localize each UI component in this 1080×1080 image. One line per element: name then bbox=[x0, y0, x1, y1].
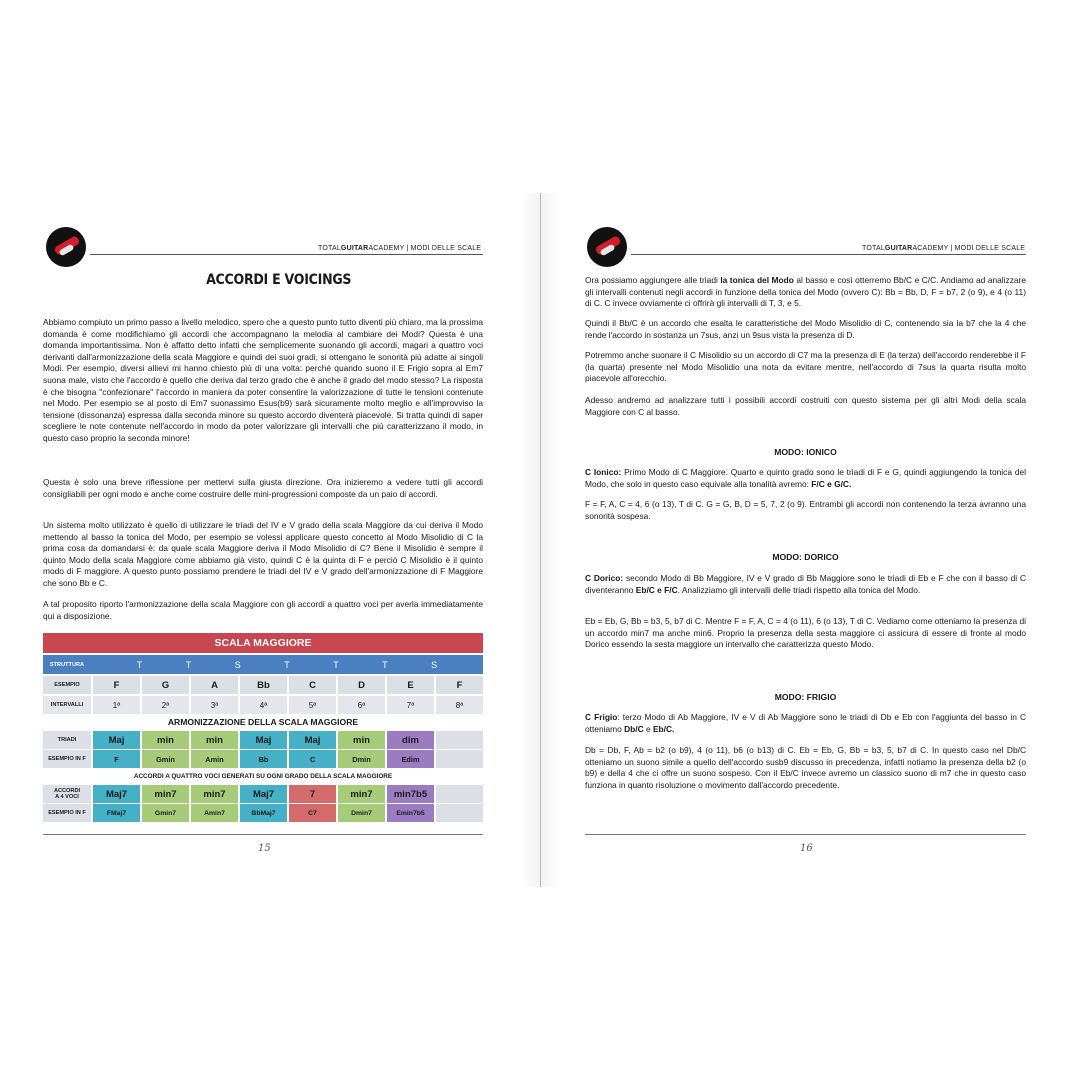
table-row bbox=[43, 655, 483, 674]
page-shadow-left bbox=[520, 193, 540, 887]
chord-example-cell: Amin7 bbox=[191, 804, 238, 822]
step: T bbox=[136, 659, 143, 670]
interval-cell: 8ª bbox=[436, 696, 483, 714]
section-heading-frigio: MODO: FRIGIO bbox=[774, 692, 837, 702]
running-header: TOTALGUITARACADEMY | MODI DELLE SCALE bbox=[862, 245, 1026, 252]
note-cell: A bbox=[191, 676, 238, 694]
chord-example-cell: Dmin7 bbox=[338, 804, 385, 822]
paragraph-3: Potremmo anche suonare il C Misolidio su un accordo di C7 ma la presenza di E (la terza) dell'accordo renderebbe il F (la quarta) presente nel Modo Misolidio una nota da evitare mentre, nell'accordo di 7sus la quarta risulta molto piacevole all'orecchio. bbox=[585, 350, 1026, 384]
page-shadow-right bbox=[541, 193, 561, 887]
row-label: ESEMPIO IN F bbox=[43, 804, 91, 822]
triad-example-cell: C bbox=[289, 750, 336, 768]
footer-rule bbox=[585, 834, 1026, 835]
paragraph-2: Questa è solo una breve riflessione per mettervi sulla giusta direzione. Ora inizieremo a vedere tutti gli accordi consigliabili per ogni modo e anche come costruire delle mini-progressioni composte da un paio di accordi. bbox=[43, 477, 483, 499]
harmonization-title: ARMONIZZAZIONE DELLA SCALA MAGGIORE bbox=[167, 717, 359, 727]
section-heading-ionico: MODO: IONICO bbox=[774, 447, 837, 457]
section-heading-dorico: MODO: DORICO bbox=[772, 552, 839, 562]
triad-example-cell: Edim bbox=[387, 750, 434, 768]
chord-cell: Maj7 bbox=[240, 785, 287, 803]
note-cell: F bbox=[436, 676, 483, 694]
paragraph-1: Ora possiamo aggiungere alle triadi la tonica del Modo al basso e così otterremo Bb/C e C/C. Andiamo ad analizzare gli intervalli contenuti negli accordi in funzione della tonica del Modo (ovvero C): Bb = Bb, D, F = b7, 2 (o 9), e 4 (o 11) di C. C invece ovviamente ci offrirà gli intervalli di T, 3, e 5. bbox=[585, 275, 1026, 309]
step: S bbox=[431, 659, 438, 670]
interval-cell: 3ª bbox=[191, 696, 238, 714]
academy-logo bbox=[587, 227, 627, 267]
paragraph-3: Un sistema molto utilizzato è quello di utilizzare le triadi del IV e V grado della scala Maggiore da cui deriva il Modo mettendo al basso la tonica del Modo, per esempio se volessi applicare questo concetto al Modo Misolidio di C la prima cosa da domandarsi è: da quale scala Maggiore deriva il Modo Misolidio di C? Bene il Misolidio è sempre il quinto Modo della scala Maggiore come abbiamo già visto, quindi C è la quinta di F e perciò C Misolidio è il quinto modo di F maggiore. A questo punto possiamo prendere le triadi del IV e V grado dell'armonizzazione di F Maggiore che sono Bb e C. bbox=[43, 520, 483, 588]
paragraph-4: A tal proposito riporto l'armonizzazione della scala Maggiore con gli accordi a quattro voci per averla immediatamente qui a disposizione. bbox=[43, 599, 483, 621]
triad-cell: min bbox=[338, 731, 385, 749]
table-row bbox=[43, 676, 483, 694]
paragraph-4: Adesso andremo ad analizzare tutti i possibili accordi costruiti con questo sistema per gli altri Modi della scala Maggiore con C al basso. bbox=[585, 395, 1026, 417]
row-label-line: ACCORDI bbox=[53, 788, 81, 794]
note-cell: F bbox=[93, 676, 140, 694]
empty-cell bbox=[436, 750, 483, 768]
structure-cells bbox=[91, 655, 483, 674]
triad-cell: min bbox=[191, 731, 238, 749]
dorico-paragraph-1: C Dorico: secondo Modo di Bb Maggiore, IV e V grado di Bb Maggiore sono le triadi di Eb e F che con il basso di C diventeranno Eb/C e F/C. Analizziamo gli intervalli delle triadi rispetto alla tonica del Modo. bbox=[585, 573, 1027, 595]
triad-cell: Maj bbox=[93, 731, 140, 749]
empty-cell bbox=[436, 785, 483, 803]
interval-cell: 2ª bbox=[142, 696, 189, 714]
dorico-paragraph-2: Eb = Eb, G, Bb = b3, 5, b7 di C. Mentre F = F, A, C = 4 (o 11), 6 (o 13), T di C. Vediamo come otteniamo la presenza di un accordo min7 ma anche min6. Proprio la presenza della sesta maggiore ci assicura di essere di fronte al modo Dorico essendo la sesta maggiore un intervallo che caratterizza questo Modo. bbox=[585, 616, 1026, 650]
table-row bbox=[43, 785, 483, 803]
row-label: INTERVALLI bbox=[43, 696, 91, 714]
interval-cell: 1ª bbox=[93, 696, 140, 714]
step: S bbox=[234, 659, 241, 670]
chord-cell: min7 bbox=[142, 785, 189, 803]
academy-logo bbox=[46, 227, 86, 267]
row-label: ESEMPIO IN F bbox=[43, 750, 91, 768]
triad-example-cell: Gmin bbox=[142, 750, 189, 768]
triad-example-cell: F bbox=[93, 750, 140, 768]
header-rule bbox=[631, 254, 1026, 255]
triad-example-cell: Dmin bbox=[338, 750, 385, 768]
footer-rule bbox=[43, 834, 483, 835]
triad-cell: Maj bbox=[240, 731, 287, 749]
chord-example-cell: Gmin7 bbox=[142, 804, 189, 822]
triad-cell: Maj bbox=[289, 731, 336, 749]
chord-cell: min7 bbox=[191, 785, 238, 803]
empty-cell bbox=[436, 731, 483, 749]
table-row bbox=[43, 696, 483, 714]
book-spine bbox=[540, 193, 541, 887]
page-title: ACCORDI E VOICINGS bbox=[206, 272, 352, 288]
note-cell: E bbox=[387, 676, 434, 694]
interval-cell: 5ª bbox=[289, 696, 336, 714]
row-label: ESEMPIO bbox=[43, 676, 91, 694]
chord-cell: min7 bbox=[338, 785, 385, 803]
chord-example-cell: BbMaj7 bbox=[240, 804, 287, 822]
paragraph-2: Quindi il Bb/C è un accordo che esalta le caratteristiche del Modo Misolidio di C, contenendo sia la b7 che la 4 che rende l'accordo in sostanza un 7sus, anzi un 9sus vista la presenza di D. bbox=[585, 318, 1026, 340]
ionico-paragraph-2: F = F, A, C = 4, 6 (o 13), T di C. G = G, B, D = 5, 7, 2 (o 9). Entrambi gli accordi non contenendo la terza avranno una sonorità sospesa. bbox=[585, 499, 1026, 521]
running-header: TOTALGUITARACADEMY | MODI DELLE SCALE bbox=[318, 245, 482, 252]
frigio-paragraph-1: C Frigio: terzo Modo di Ab Maggiore, IV e V di Ab Maggiore sono le triadi di Db e Eb con l'aggiunta del basso in C otteniamo Db/C e Eb/C. bbox=[585, 712, 1026, 734]
note-cell: C bbox=[289, 676, 336, 694]
row-label-line: A 4 VOCI bbox=[55, 794, 79, 800]
scale-table bbox=[43, 633, 483, 822]
triad-example-cell: Bb bbox=[240, 750, 287, 768]
header-rule bbox=[90, 254, 483, 255]
row-label: STRUTTURA bbox=[43, 655, 91, 674]
note-cell: D bbox=[338, 676, 385, 694]
chord-cell: 7 bbox=[289, 785, 336, 803]
interval-cell: 6ª bbox=[338, 696, 385, 714]
table-row bbox=[43, 750, 483, 768]
step: T bbox=[333, 659, 339, 670]
chord-example-cell: FMaj7 bbox=[93, 804, 140, 822]
chord-example-cell: C7 bbox=[289, 804, 336, 822]
note-cell: G bbox=[142, 676, 189, 694]
page-number: 16 bbox=[800, 843, 813, 854]
note-cell: Bb bbox=[240, 676, 287, 694]
interval-cell: 4ª bbox=[240, 696, 287, 714]
row-label bbox=[43, 785, 91, 803]
triad-cell: dim bbox=[387, 731, 434, 749]
triad-example-cell: Amin bbox=[191, 750, 238, 768]
paragraph-1: Abbiamo compiuto un primo passo a livello melodico, spero che a questo punto tutto diventi più chiaro, ma la prossima domanda è come modifichiamo gli accordi che accompagnano la melodia al cambiare dei Modi? Questa è una domanda importantissima. Non è affatto detto infatti che semplicemente suonando gli accordi, magari a quattro voci derivanti dall'armonizzazione della scala Maggiore e quindi dei suoi gradi, si ottengano le sonorità più adatte ai singoli Modi. Per esempio, diversi allievi mi hanno chiesto più di una volta: perché quando suono il E Frigio sopra al Em7 suona male, visto che l'accordo è quello che deriva dal terzo grado che è anche il grado del modo stesso? La risposta è che bisogna "confezionare" l'accordo in maniera da poter consentire la valorizzazione di tutte le tensioni contenute nel Modo. Per esempio se al posto di Em7 suonassimo Esus(b9) sarà sicuramente molto meglio e all'improvviso la tensione (dissonanza) espressa dalla seconda minore su questo accordo diventerà piacevole. Si tratta quindi di saper scegliere le note contenute nell'accordo in modo da poter valorizzare gli intervalli che più caratterizzano il modo, in questo caso proprio la seconda minore! bbox=[43, 317, 483, 443]
page-number: 15 bbox=[258, 843, 271, 854]
frigio-paragraph-2: Db = Db, F, Ab = b2 (o b9), 4 (o 11), b6 (o b13) di C. Eb = Eb, G, Bb = b3, 5, b7 di C. In questo caso nel Db/C otteniamo un suono simile a quello dell'accordo susb9 discusso in precedenza, infatti notiamo la presenza della b2 (o b9) e della 4 che ci offre un suono sospeso. Con il Eb/C invece avremo un classico suono di m7 che in questo caso funziona in quanto risoluzione o movimento dall'accordo precedente. bbox=[585, 745, 1026, 790]
step: T bbox=[382, 659, 388, 670]
interval-cell: 7ª bbox=[387, 696, 434, 714]
row-label: TRIADI bbox=[43, 731, 91, 749]
table-row bbox=[43, 731, 483, 749]
table-row bbox=[43, 804, 483, 822]
step: T bbox=[284, 659, 290, 670]
four-voice-title: ACCORDI A QUATTRO VOCI GENERATI SU OGNI GRADO DELLA SCALA MAGGIORE bbox=[133, 773, 393, 780]
empty-cell bbox=[436, 804, 483, 822]
chord-cell: Maj7 bbox=[93, 785, 140, 803]
chord-example-cell: Emin7b5 bbox=[387, 804, 434, 822]
table-title: SCALA MAGGIORE bbox=[43, 633, 483, 653]
step: T bbox=[185, 659, 192, 670]
chord-cell: min7b5 bbox=[387, 785, 434, 803]
ionico-paragraph-1: C Ionico: Primo Modo di C Maggiore. Quarto e quinto grado sono le triadi di F e G, quindi aggiungendo la tonica del Modo, che solo in questo caso equivale alla tonalità avremo: F/C e G/C. bbox=[585, 467, 1026, 489]
triad-cell: min bbox=[142, 731, 189, 749]
